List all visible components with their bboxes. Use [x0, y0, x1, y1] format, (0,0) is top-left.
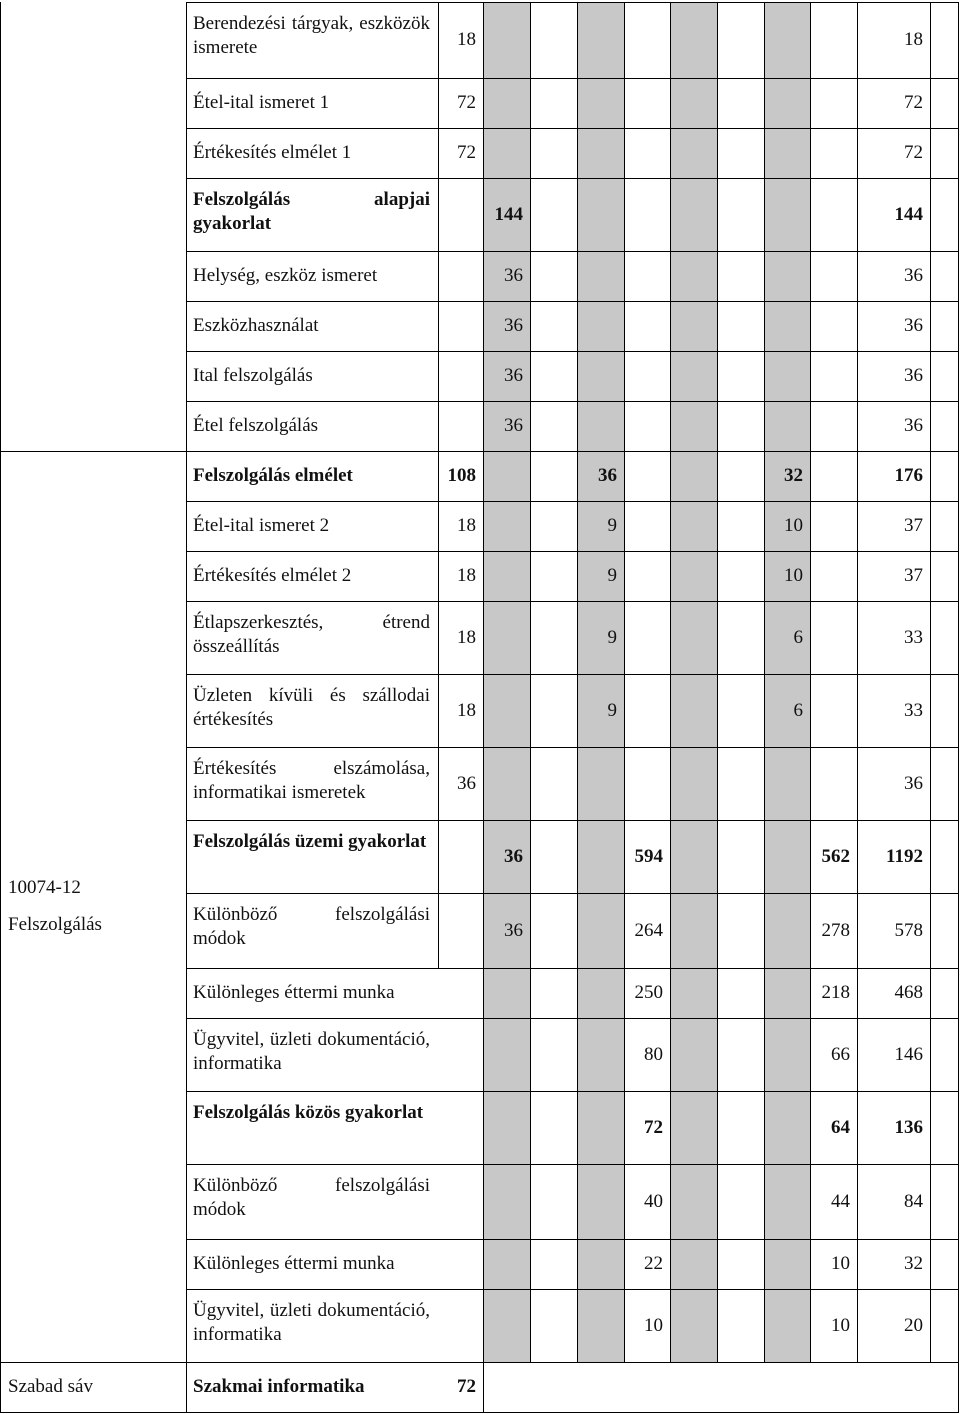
- column-rule: [670, 2, 671, 1362]
- hours-cell-c2: 36: [504, 315, 523, 336]
- hours-cell-c5: 10: [784, 515, 803, 536]
- subject-label: Üzleten kívüli és szállodai értékesítés: [193, 685, 430, 730]
- column-rule: [764, 2, 765, 1362]
- subject-cell: Étel felszolgálás: [193, 415, 319, 436]
- subject-label: Étlapszerkesztés, étrend összeállítás: [193, 612, 430, 657]
- column-rule: [930, 2, 931, 1362]
- row-rule: [186, 674, 958, 675]
- row-rule: [186, 2, 958, 3]
- subject-cell: [186, 747, 438, 820]
- row-rule: [186, 968, 958, 969]
- row-rule: [186, 1164, 958, 1165]
- hours-cell-c1: 72: [457, 92, 476, 113]
- row-rule: [186, 401, 958, 402]
- subject-cell: Felszolgálás elmélet: [193, 465, 353, 486]
- row-rule: [186, 820, 958, 821]
- hours-cell-total: 176: [894, 465, 923, 486]
- hours-cell-total: 36: [904, 415, 923, 436]
- hours-cell-c6: 218: [821, 982, 850, 1003]
- subject-cell: [186, 178, 438, 251]
- hours-cell-c6: 66: [831, 1043, 850, 1065]
- row-rule: [186, 128, 958, 129]
- hours-cell-total: 146: [894, 1043, 923, 1065]
- subject-label: Berendezési tárgyak, eszközök ismerete: [193, 13, 430, 58]
- subject-label: Értékesítés elszámolása, informatikai ismeretek: [193, 758, 430, 803]
- hours-cell-total: 36: [904, 315, 923, 336]
- hours-cell-c2: 36: [504, 265, 523, 286]
- subject-label: Ügyvitel, üzleti dokumentáció, informatika: [193, 1300, 430, 1345]
- row-rule: [186, 1091, 958, 1092]
- hours-cell-total: 72: [904, 92, 923, 113]
- hours-cell-total: 33: [904, 626, 923, 648]
- hours-cell-total: 144: [894, 203, 923, 225]
- hours-cell-c4: 40: [644, 1190, 663, 1212]
- column-rule: [624, 2, 625, 1362]
- hours-cell-total: 578: [894, 919, 923, 941]
- hours-cell-c4: 10: [644, 1314, 663, 1336]
- subject-cell: [186, 1018, 438, 1091]
- row-rule: [186, 1018, 958, 1019]
- row-rule: [186, 601, 958, 602]
- subject-cell: Különleges éttermi munka: [193, 982, 395, 1003]
- subject-cell: Különleges éttermi munka: [193, 1253, 395, 1274]
- hours-cell-c4: 264: [634, 919, 663, 941]
- subject-label: Ügyvitel, üzleti dokumentáció, informatika: [193, 1029, 430, 1074]
- column-rule: [0, 2, 1, 1413]
- hours-cell-total: 468: [894, 982, 923, 1003]
- column-rule: [530, 2, 531, 1362]
- hours-cell-total: 18: [904, 29, 923, 50]
- hours-cell-c1: 18: [457, 699, 476, 721]
- hours-cell-total: 37: [904, 565, 923, 586]
- subject-cell: Szakmai informatika: [193, 1376, 365, 1397]
- subject-cell: [186, 1289, 438, 1362]
- hours-cell-c2: 144: [494, 203, 523, 225]
- column-rule: [958, 2, 959, 1413]
- hours-cell-c1: 36: [457, 772, 476, 794]
- row-rule: [186, 1239, 958, 1240]
- hours-cell-c1: 108: [447, 465, 476, 486]
- column-rule: [483, 1362, 484, 1413]
- hours-cell-c6: 10: [831, 1253, 850, 1274]
- subject-cell: Ital felszolgálás: [193, 365, 313, 386]
- hours-cell-c2: 36: [504, 919, 523, 941]
- hours-cell-c5: 6: [793, 699, 803, 721]
- hours-cell-total: 20: [904, 1314, 923, 1336]
- hours-cell-c3: 9: [607, 699, 617, 721]
- hours-cell-c6: 562: [821, 845, 850, 867]
- row-rule: [186, 351, 958, 352]
- hours-cell-c4: 72: [644, 1116, 663, 1138]
- hours-cell-c6: 44: [831, 1190, 850, 1212]
- hours-cell-c3: 36: [598, 465, 617, 486]
- hours-cell-c6: 10: [831, 1314, 850, 1336]
- hours-cell-c1: 72: [457, 1376, 476, 1397]
- hours-cell-c1: 18: [457, 29, 476, 50]
- hours-cell-c4: 22: [644, 1253, 663, 1274]
- row-rule: [186, 747, 958, 748]
- hours-cell-total: 36: [904, 772, 923, 794]
- row-rule: [0, 451, 186, 452]
- column-rule: [717, 2, 718, 1362]
- hours-cell-c1: 72: [457, 142, 476, 163]
- subject-cell: Eszközhasználat: [193, 315, 319, 336]
- hours-cell-total: 36: [904, 265, 923, 286]
- hours-cell-c1: 18: [457, 626, 476, 648]
- hours-cell-total: 72: [904, 142, 923, 163]
- hours-cell-c6: 278: [821, 919, 850, 941]
- subject-cell: [186, 1091, 438, 1164]
- subject-label: Felszolgálás alapjai gyakorlat: [193, 189, 430, 234]
- hours-cell-c5: 32: [784, 465, 803, 486]
- hours-cell-total: 1192: [886, 845, 923, 867]
- row-rule: [186, 1289, 958, 1290]
- hours-cell-total: 33: [904, 699, 923, 721]
- hours-cell-c3: 9: [607, 626, 617, 648]
- hours-cell-c4: 594: [634, 845, 663, 867]
- hours-cell-c1: 18: [457, 565, 476, 586]
- row-rule: [186, 893, 958, 894]
- hours-cell-c4: 250: [634, 982, 663, 1003]
- hours-cell-c2: 36: [504, 365, 523, 386]
- hours-cell-c6: 64: [831, 1116, 850, 1138]
- row-rule: [186, 251, 958, 252]
- shaded-column: [670, 2, 717, 1362]
- column-rule: [577, 2, 578, 1362]
- row-rule: [186, 301, 958, 302]
- subject-cell: [186, 893, 438, 968]
- column-rule: [186, 2, 187, 1413]
- hours-cell-c3: 9: [607, 565, 617, 586]
- hours-cell-total: 84: [904, 1190, 923, 1212]
- column-rule: [483, 2, 484, 1362]
- subject-cell: Értékesítés elmélet 1: [193, 142, 352, 163]
- subject-cell: [186, 601, 438, 674]
- hours-cell-c2: 36: [504, 845, 523, 867]
- hours-cell-total: 37: [904, 515, 923, 536]
- subject-cell: [186, 820, 438, 893]
- row-rule: [186, 178, 958, 179]
- subject-cell: [186, 2, 438, 78]
- column-rule: [438, 2, 439, 968]
- column-rule: [810, 2, 811, 1362]
- hours-cell-c5: 6: [793, 626, 803, 648]
- subject-label: Felszolgálás közös gyakorlat: [193, 1102, 424, 1123]
- subject-label: Különböző felszolgálási módok: [193, 1175, 430, 1220]
- module-name: Felszolgálás: [8, 914, 102, 935]
- subject-cell: Értékesítés elmélet 2: [193, 565, 352, 586]
- subject-cell: Étel-ital ismeret 1: [193, 92, 330, 113]
- hours-cell-total: 36: [904, 365, 923, 386]
- hours-cell-c5: 10: [784, 565, 803, 586]
- row-rule: [186, 551, 958, 552]
- row-rule: [186, 1362, 958, 1363]
- free-band-label: Szabad sáv: [8, 1376, 93, 1397]
- subject-label: Különböző felszolgálási módok: [193, 904, 430, 949]
- hours-cell-total: 136: [894, 1116, 923, 1138]
- row-rule: [186, 501, 958, 502]
- subject-cell: Étel-ital ismeret 2: [193, 515, 330, 536]
- hours-cell-c3: 9: [607, 515, 617, 536]
- row-rule: [186, 451, 958, 452]
- subject-cell: [186, 1164, 438, 1239]
- hours-cell-c2: 36: [504, 415, 523, 436]
- subject-cell: [186, 674, 438, 747]
- module-code: 10074-12: [8, 877, 81, 898]
- subject-label: Felszolgálás üzemi gyakorlat: [193, 831, 427, 852]
- row-rule: [186, 78, 958, 79]
- hours-cell-c1: 18: [457, 515, 476, 536]
- hours-cell-c4: 80: [644, 1043, 663, 1065]
- column-rule: [857, 2, 858, 1362]
- row-rule: [0, 1362, 186, 1363]
- row-rule: [0, 1412, 958, 1413]
- hours-cell-total: 32: [904, 1253, 923, 1274]
- subject-cell: Helység, eszköz ismeret: [193, 265, 378, 286]
